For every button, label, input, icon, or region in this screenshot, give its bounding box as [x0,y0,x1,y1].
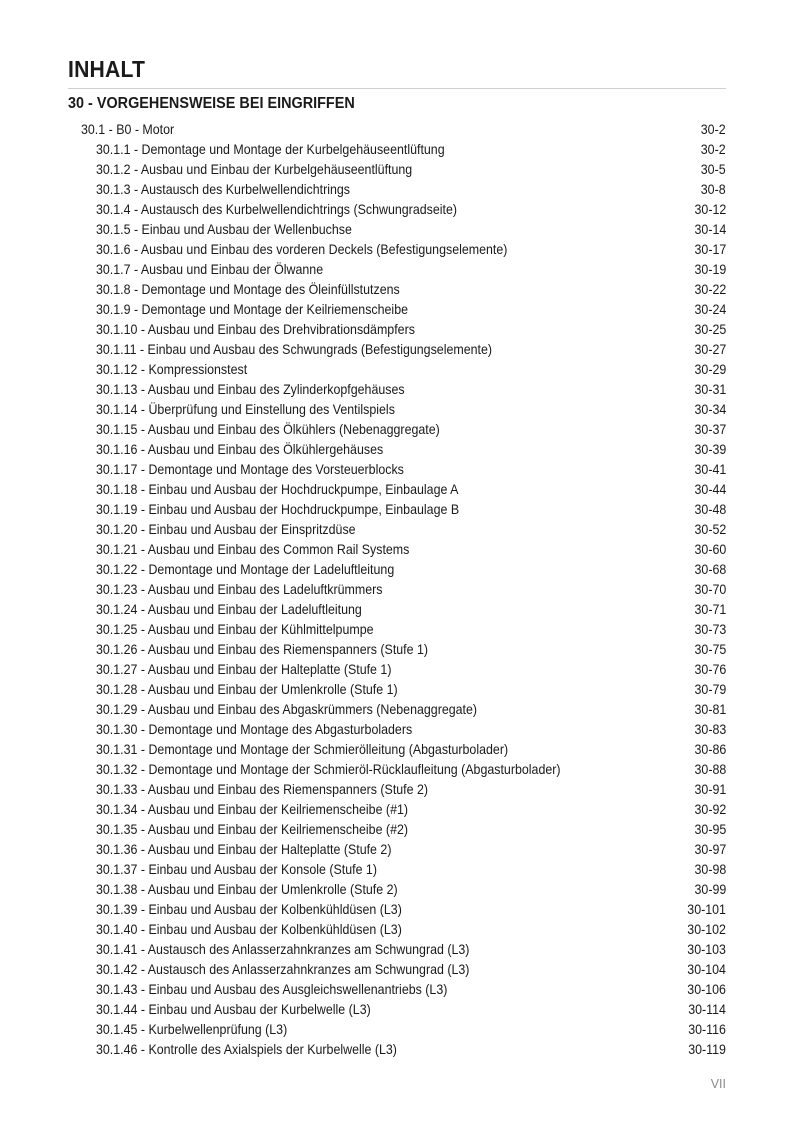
toc-entry[interactable] [0,940,794,960]
toc-entry[interactable] [0,220,794,240]
toc-entry-title[interactable]: 30.1.7 - Ausbau und Einbau der Ölwanne [96,262,324,277]
toc-entry-page[interactable]: 30-19 [694,262,726,277]
toc-entry[interactable] [0,1000,794,1020]
toc-entry[interactable] [0,880,794,900]
toc-entry-page[interactable]: 30-70 [694,582,726,597]
toc-entry-page[interactable]: 30-52 [694,522,726,537]
toc-entry-page[interactable]: 30-39 [694,442,726,457]
toc-entry[interactable] [0,160,794,180]
toc-entry-title[interactable]: 30.1.4 - Austausch des Kurbelwellendichtrings (Schwungradseite) [96,202,457,217]
toc-entry-page[interactable]: 30-79 [694,682,726,697]
toc-entry-title[interactable]: 30.1.25 - Ausbau und Einbau der Kühlmittelpumpe [96,622,374,637]
toc-entry-title[interactable]: 30.1.44 - Einbau und Ausbau der Kurbelwelle (L3) [96,1002,371,1017]
toc-entry-title[interactable]: 30.1.34 - Ausbau und Einbau der Keilriemenscheibe (#1) [96,802,409,817]
toc-entry-page[interactable]: 30-68 [694,562,726,577]
toc-entry-page[interactable]: 30-22 [694,282,726,297]
toc-entry[interactable] [0,1040,794,1060]
toc-entry-title[interactable]: 30.1.19 - Einbau und Ausbau der Hochdruckpumpe, Einbaulage B [96,502,460,517]
toc-entry-page[interactable]: 30-37 [694,422,726,437]
toc-entry-page[interactable]: 30-2 [701,142,726,157]
toc-entry-page[interactable]: 30-41 [694,462,726,477]
toc-entry-title[interactable]: 30.1.22 - Demontage und Montage der Ladeluftleitung [96,562,395,577]
toc-entry[interactable] [0,900,794,920]
toc-entry-page[interactable]: 30-91 [694,782,726,797]
toc-entry-page[interactable]: 30-60 [694,542,726,557]
toc-entry-page[interactable]: 30-31 [694,382,726,397]
toc-entry-title[interactable]: 30.1.15 - Ausbau und Einbau des Ölkühlers (Nebenaggregate) [96,422,440,437]
toc-entry-page[interactable]: 30-92 [694,802,726,817]
toc-entry[interactable] [0,560,794,580]
toc-entry-title[interactable]: 30.1.9 - Demontage und Montage der Keilriemenscheibe [96,302,409,317]
toc-entry-title[interactable]: 30.1.33 - Ausbau und Einbau des Riemenspanners (Stufe 2) [96,782,429,797]
toc-entry-title[interactable]: 30.1.8 - Demontage und Montage des Öleinfüllstutzens [96,282,400,297]
toc-entry[interactable] [0,320,794,340]
toc-entry-title[interactable]: 30.1.35 - Ausbau und Einbau der Keilriemenscheibe (#2) [96,822,409,837]
toc-entry[interactable] [0,520,794,540]
toc-entry-title[interactable]: 30.1.23 - Ausbau und Einbau des Ladeluftkrümmers [96,582,383,597]
toc-entry[interactable] [0,780,794,800]
toc-entry-title[interactable]: 30.1.37 - Einbau und Ausbau der Konsole (Stufe 1) [96,862,377,877]
toc-entry[interactable] [0,820,794,840]
toc-entry[interactable] [0,540,794,560]
toc-entry-page[interactable]: 30-12 [694,202,726,217]
toc-entry-page[interactable]: 30-95 [694,822,726,837]
section-heading: 30 - VORGEHENSWEISE BEI EINGRIFFEN [68,95,355,112]
toc-entry-page[interactable]: 30-5 [701,162,726,177]
toc-entry[interactable] [0,300,794,320]
table-of-contents [0,120,794,1060]
toc-entry-title[interactable]: 30.1.41 - Austausch des Anlasserzahnkranzes am Schwungrad (L3) [96,942,470,957]
toc-entry-title[interactable]: 30.1.32 - Demontage und Montage der Schmieröl-Rücklaufleitung (Abgasturbolader) [96,762,561,777]
toc-entry-page[interactable]: 30-2 [701,122,726,137]
toc-entry-title[interactable]: 30.1.45 - Kurbelwellenprüfung (L3) [96,1022,288,1037]
toc-entry-page[interactable]: 30-76 [694,662,726,677]
toc-entry-page[interactable]: 30-8 [701,182,726,197]
toc-entry-title[interactable]: 30.1 - B0 - Motor [81,122,175,137]
toc-entry-page[interactable]: 30-17 [694,242,726,257]
toc-entry-page[interactable]: 30-103 [687,942,726,957]
toc-entry[interactable] [0,420,794,440]
toc-entry[interactable] [0,920,794,940]
toc-entry-page[interactable]: 30-104 [687,962,726,977]
toc-entry-title[interactable]: 30.1.13 - Ausbau und Einbau des Zylinderkopfgehäuses [96,382,405,397]
toc-entry-title[interactable]: 30.1.38 - Ausbau und Einbau der Umlenkrolle (Stufe 2) [96,882,398,897]
toc-entry[interactable] [0,800,794,820]
title-divider [68,88,726,89]
toc-entry[interactable] [0,760,794,780]
toc-entry-page[interactable]: 30-97 [694,842,726,857]
toc-entry-title[interactable]: 30.1.3 - Austausch des Kurbelwellendichtrings [96,182,351,197]
toc-entry-title[interactable]: 30.1.40 - Einbau und Ausbau der Kolbenkühldüsen (L3) [96,922,402,937]
toc-entry-page[interactable]: 30-83 [694,722,726,737]
toc-entry-page[interactable]: 30-73 [694,622,726,637]
toc-entry[interactable] [0,860,794,880]
toc-entry[interactable] [0,380,794,400]
toc-entry-title[interactable]: 30.1.14 - Überprüfung und Einstellung des Ventilspiels [96,402,395,417]
toc-entry[interactable] [0,500,794,520]
toc-entry-title[interactable]: 30.1.21 - Ausbau und Einbau des Common Rail Systems [96,542,410,557]
toc-entry-page[interactable]: 30-48 [694,502,726,517]
toc-entry-title[interactable]: 30.1.43 - Einbau und Ausbau des Ausgleichswellenantriebs (L3) [96,982,448,997]
toc-entry-title[interactable]: 30.1.2 - Ausbau und Einbau der Kurbelgehäuseentlüftung [96,162,413,177]
toc-entry-title[interactable]: 30.1.42 - Austausch des Anlasserzahnkranzes am Schwungrad (L3) [96,962,470,977]
toc-entry-title[interactable]: 30.1.18 - Einbau und Ausbau der Hochdruckpumpe, Einbaulage A [96,482,459,497]
toc-entry-title[interactable]: 30.1.5 - Einbau und Ausbau der Wellenbuchse [96,222,352,237]
toc-entry[interactable] [0,240,794,260]
page-title: INHALT [68,56,146,82]
toc-entry[interactable] [0,180,794,200]
toc-entry-title[interactable]: 30.1.26 - Ausbau und Einbau des Riemenspanners (Stufe 1) [96,642,429,657]
toc-entry[interactable] [0,660,794,680]
toc-entry-page[interactable]: 30-81 [694,702,726,717]
toc-entry-page[interactable]: 30-99 [694,882,726,897]
toc-entry-title[interactable]: 30.1.20 - Einbau und Ausbau der Einspritzdüse [96,522,356,537]
toc-entry-title[interactable]: 30.1.31 - Demontage und Montage der Schmierölleitung (Abgasturbolader) [96,742,509,757]
toc-entry-page[interactable]: 30-14 [694,222,726,237]
toc-entry-page[interactable]: 30-102 [687,922,726,937]
toc-entry-title[interactable]: 30.1.39 - Einbau und Ausbau der Kolbenkühldüsen (L3) [96,902,402,917]
toc-entry-page[interactable]: 30-44 [694,482,726,497]
toc-entry[interactable] [0,120,794,140]
toc-entry[interactable] [0,440,794,460]
toc-entry-page[interactable]: 30-88 [694,762,726,777]
toc-entry-title[interactable]: 30.1.6 - Ausbau und Einbau des vorderen Deckels (Befestigungselemente) [96,242,508,257]
toc-entry-title[interactable]: 30.1.24 - Ausbau und Einbau der Ladeluftleitung [96,602,362,617]
page-number: VII [710,1077,726,1091]
toc-entry[interactable] [0,700,794,720]
toc-entry[interactable] [0,580,794,600]
toc-entry-title[interactable]: 30.1.28 - Ausbau und Einbau der Umlenkrolle (Stufe 1) [96,682,398,697]
toc-entry-page[interactable]: 30-98 [694,862,726,877]
toc-entry-page[interactable]: 30-34 [694,402,726,417]
toc-entry-page[interactable]: 30-71 [694,602,726,617]
toc-entry[interactable] [0,340,794,360]
toc-entry-page[interactable]: 30-114 [688,1002,726,1017]
toc-entry-title[interactable]: 30.1.1 - Demontage und Montage der Kurbelgehäuseentlüftung [96,142,445,157]
toc-entry[interactable] [0,1020,794,1040]
toc-entry-title[interactable]: 30.1.16 - Ausbau und Einbau des Ölkühlergehäuses [96,442,384,457]
toc-entry-page[interactable]: 30-24 [694,302,726,317]
toc-entry[interactable] [0,680,794,700]
toc-entry[interactable] [0,200,794,220]
toc-entry-title[interactable]: 30.1.27 - Ausbau und Einbau der Halteplatte (Stufe 1) [96,662,392,677]
toc-entry-title[interactable]: 30.1.30 - Demontage und Montage des Abgasturboladers [96,722,413,737]
toc-entry-title[interactable]: 30.1.10 - Ausbau und Einbau des Drehvibrationsdämpfers [96,322,415,337]
toc-entry-page[interactable]: 30-106 [687,982,726,997]
toc-entry[interactable] [0,740,794,760]
toc-entry-page[interactable]: 30-101 [687,902,726,917]
toc-entry-page[interactable]: 30-25 [694,322,726,337]
toc-entry-page[interactable]: 30-29 [694,362,726,377]
toc-entry[interactable] [0,600,794,620]
toc-entry[interactable] [0,620,794,640]
toc-entry-page[interactable]: 30-86 [694,742,726,757]
toc-entry[interactable] [0,280,794,300]
toc-entry[interactable] [0,480,794,500]
toc-entry-title[interactable]: 30.1.36 - Ausbau und Einbau der Halteplatte (Stufe 2) [96,842,392,857]
toc-entry-page[interactable]: 30-116 [688,1022,726,1037]
toc-entry[interactable] [0,720,794,740]
toc-entry[interactable] [0,840,794,860]
toc-entry-page[interactable]: 30-119 [688,1042,726,1057]
toc-entry[interactable] [0,640,794,660]
toc-entry-page[interactable]: 30-27 [694,342,726,357]
toc-entry[interactable] [0,400,794,420]
toc-entry[interactable] [0,460,794,480]
toc-entry[interactable] [0,260,794,280]
toc-entry-title[interactable]: 30.1.12 - Kompressionstest [96,362,248,377]
toc-entry-title[interactable]: 30.1.29 - Ausbau und Einbau des Abgaskrümmers (Nebenaggregate) [96,702,478,717]
toc-entry-title[interactable]: 30.1.46 - Kontrolle des Axialspiels der Kurbelwelle (L3) [96,1042,397,1057]
toc-entry[interactable] [0,980,794,1000]
toc-entry[interactable] [0,960,794,980]
toc-entry-title[interactable]: 30.1.17 - Demontage und Montage des Vorsteuerblocks [96,462,404,477]
toc-entry-page[interactable]: 30-75 [694,642,726,657]
toc-entry-title[interactable]: 30.1.11 - Einbau und Ausbau des Schwungrads (Befestigungselemente) [96,342,493,357]
toc-entry[interactable] [0,360,794,380]
toc-entry[interactable] [0,140,794,160]
